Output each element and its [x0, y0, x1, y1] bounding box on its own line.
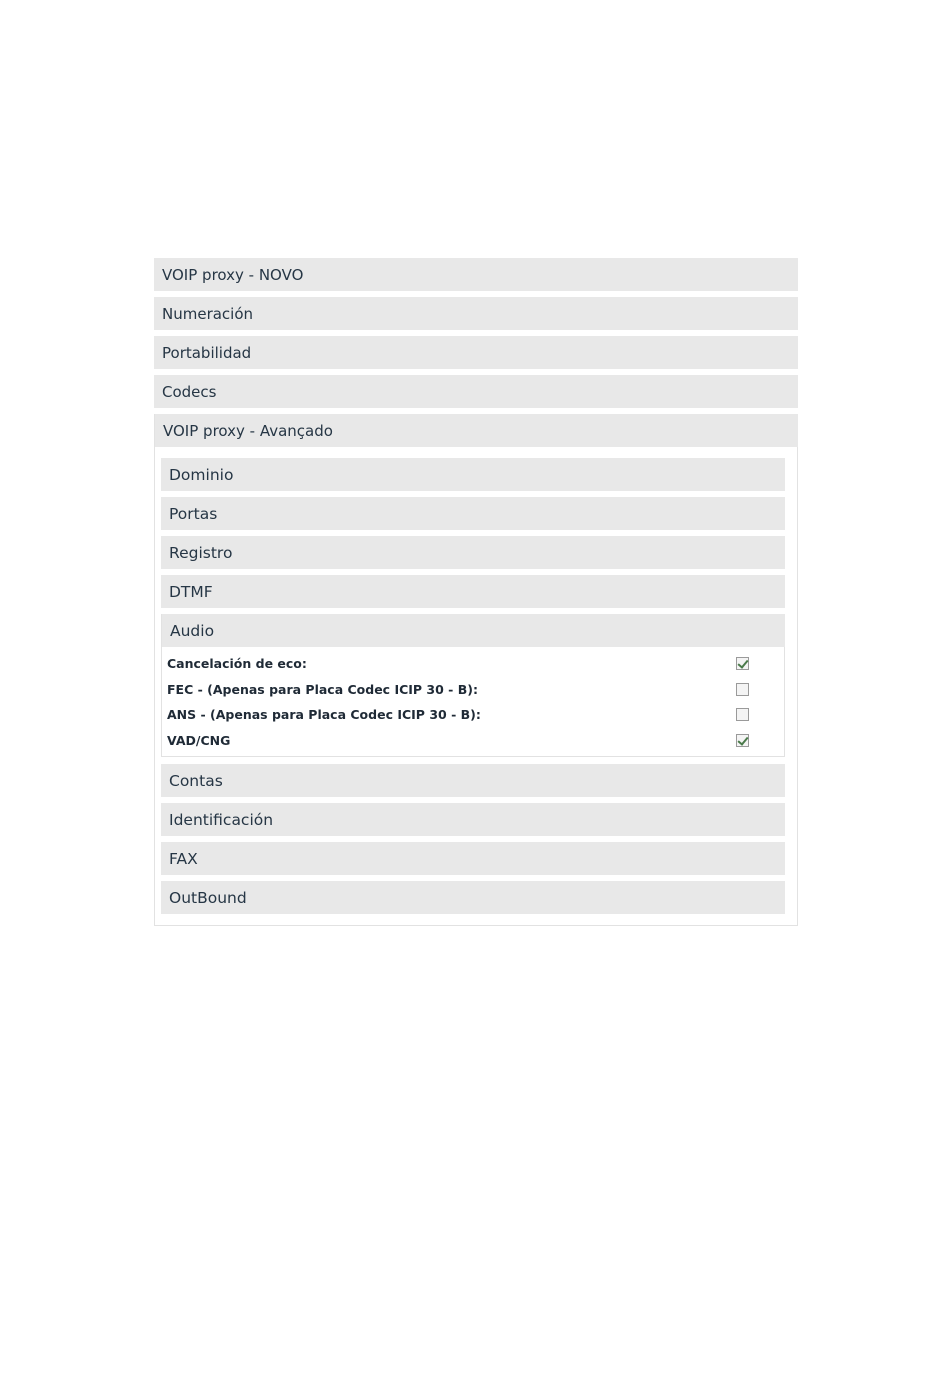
advanced-content [155, 447, 797, 925]
subsection-fax[interactable] [161, 842, 785, 875]
option-label: VAD/CNG [167, 732, 231, 748]
subsection-contas[interactable] [161, 764, 785, 797]
subsection-label: FAX [169, 849, 198, 868]
section-label: Codecs [162, 382, 217, 401]
section-numeracion[interactable] [154, 297, 798, 330]
option-label: Cancelación de eco: [167, 656, 307, 672]
section-label: VOIP proxy - Avançado [163, 421, 333, 440]
option-row [167, 651, 784, 677]
option-label: ANS - (Apenas para Placa Codec ICIP 30 - B): [167, 707, 481, 723]
section-codecs[interactable] [154, 375, 798, 408]
subsection-audio-panel [161, 614, 785, 757]
subsection-registro[interactable] [161, 536, 785, 569]
subsection-label: Audio [170, 621, 215, 640]
section-label: VOIP proxy - NOVO [162, 265, 304, 284]
option-row [167, 677, 784, 703]
section-portabilidad[interactable] [154, 336, 798, 369]
section-voip-proxy-novo[interactable] [154, 258, 798, 291]
subsection-identificacion[interactable] [161, 803, 785, 836]
option-row [167, 702, 784, 728]
subsection-dtmf[interactable] [161, 575, 785, 608]
subsection-audio[interactable] [162, 614, 785, 647]
subsection-label: OutBound [169, 888, 247, 907]
fec-checkbox[interactable] [736, 683, 749, 696]
subsection-label: Dominio [169, 465, 234, 484]
ans-checkbox[interactable] [736, 708, 749, 721]
section-label: Portabilidad [162, 343, 252, 362]
settings-accordion [154, 258, 798, 926]
echo-cancel-checkbox[interactable] [736, 657, 749, 670]
subsection-dominio[interactable] [161, 458, 785, 491]
subsection-portas[interactable] [161, 497, 785, 530]
subsection-outbound[interactable] [161, 881, 785, 914]
audio-options [162, 647, 784, 756]
subsection-label: Contas [169, 771, 223, 790]
subsection-label: Identificación [169, 810, 274, 829]
section-label: Numeración [162, 304, 254, 323]
subsection-label: DTMF [169, 582, 213, 601]
option-label: FEC - (Apenas para Placa Codec ICIP 30 - B): [167, 681, 478, 697]
vad-cng-checkbox[interactable] [736, 734, 749, 747]
subsection-label: Registro [169, 543, 233, 562]
section-voip-proxy-avancado[interactable] [155, 414, 798, 447]
subsection-label: Portas [169, 504, 218, 523]
option-row [167, 728, 784, 754]
section-voip-proxy-avancado-panel [154, 414, 798, 926]
